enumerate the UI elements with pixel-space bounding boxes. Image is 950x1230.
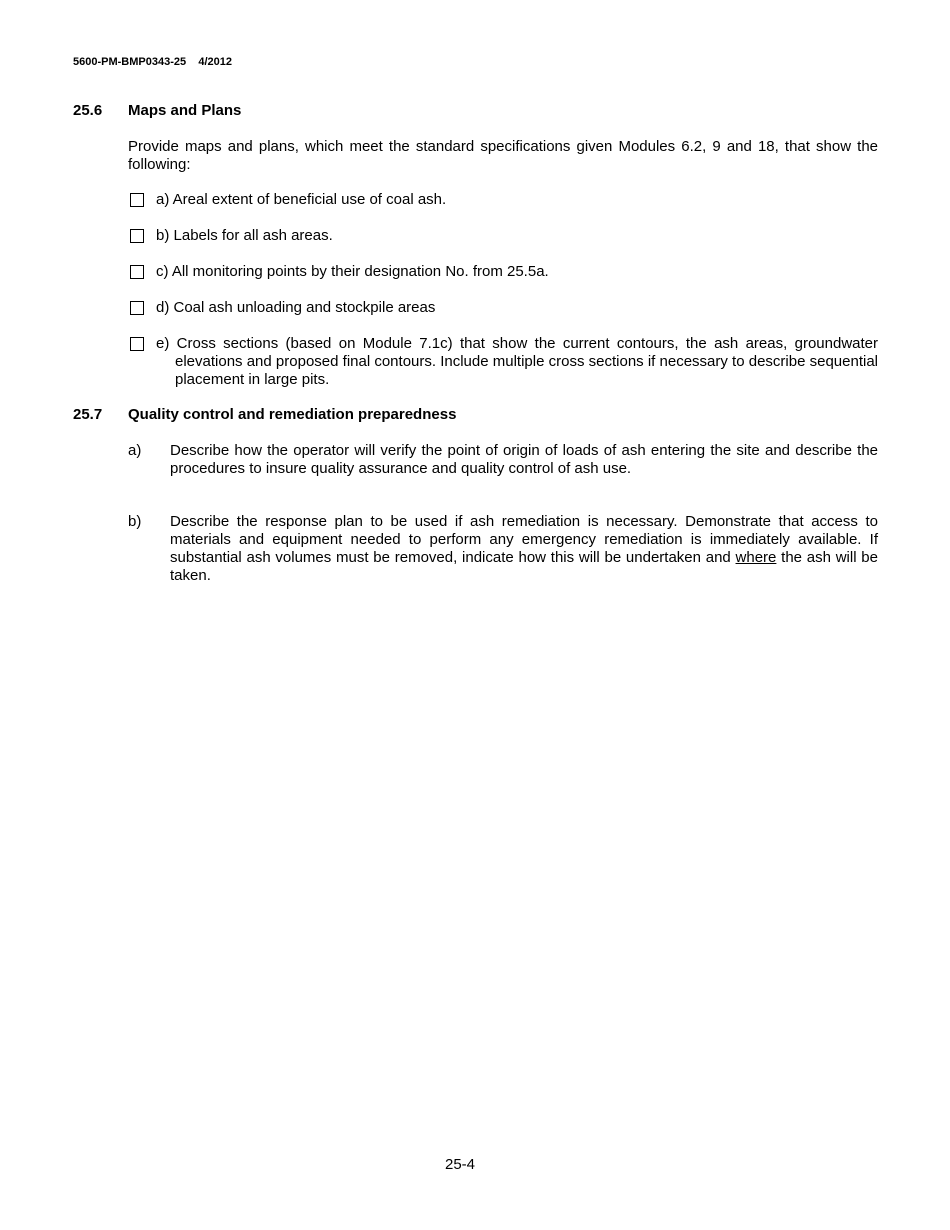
- checkbox[interactable]: [130, 301, 144, 315]
- checklist-item-label: d) Coal ash unloading and stockpile areas: [156, 299, 436, 316]
- item-text-b-part2: the ash will be taken.: [170, 549, 878, 584]
- checklist-item-label: b) Labels for all ash areas.: [156, 227, 333, 244]
- section-title-quality-control: Quality control and remediation preparedness: [128, 406, 457, 423]
- checkbox[interactable]: [130, 193, 144, 207]
- checklist-item-e[interactable]: [128, 335, 878, 391]
- item-text-b-part1: Describe the response plan to be used if ash remediation is necessary. Demonstrate that access to materials and equipment needed to perform any emergency remediation is immediately available. If substantial ash volumes must be removed, indicate how this will be undertaken and: [170, 513, 878, 566]
- checkbox[interactable]: [130, 337, 144, 351]
- underlined-word-where: where: [735, 549, 777, 566]
- section-title-maps-and-plans: Maps and Plans: [128, 102, 242, 119]
- section-number-25-6: 25.6: [73, 102, 103, 119]
- checklist-item-label: c) All monitoring points by their designation No. from 25.5a.: [156, 263, 549, 280]
- checklist-item-label: e) Cross sections (based on Module 7.1c) that show the current contours, the ash areas, groundwater elevations and proposed final contours. Include multiple cross sections if necessary to describe sequential placement in large pits.: [156, 335, 878, 388]
- checkbox[interactable]: [130, 265, 144, 279]
- item-text-b: [170, 513, 878, 585]
- document-id: 5600-PM-BMP0343-25 4/2012: [73, 56, 232, 68]
- checkbox[interactable]: [130, 229, 144, 243]
- page-number: 25-4: [444, 1156, 476, 1173]
- item-text-a: Describe how the operator will verify the point of origin of loads of ash entering the site and describe the procedures to insure quality assurance and quality control of ash use.: [170, 442, 878, 477]
- checklist-item-label: a) Areal extent of beneficial use of coal ash.: [156, 191, 447, 208]
- item-label-a: a): [128, 442, 142, 459]
- section-number-25-7: 25.7: [73, 406, 103, 423]
- item-label-b: b): [128, 513, 142, 530]
- section-intro-paragraph: Provide maps and plans, which meet the standard specifications given Modules 6.2, 9 and 18, that show the following:: [128, 138, 878, 173]
